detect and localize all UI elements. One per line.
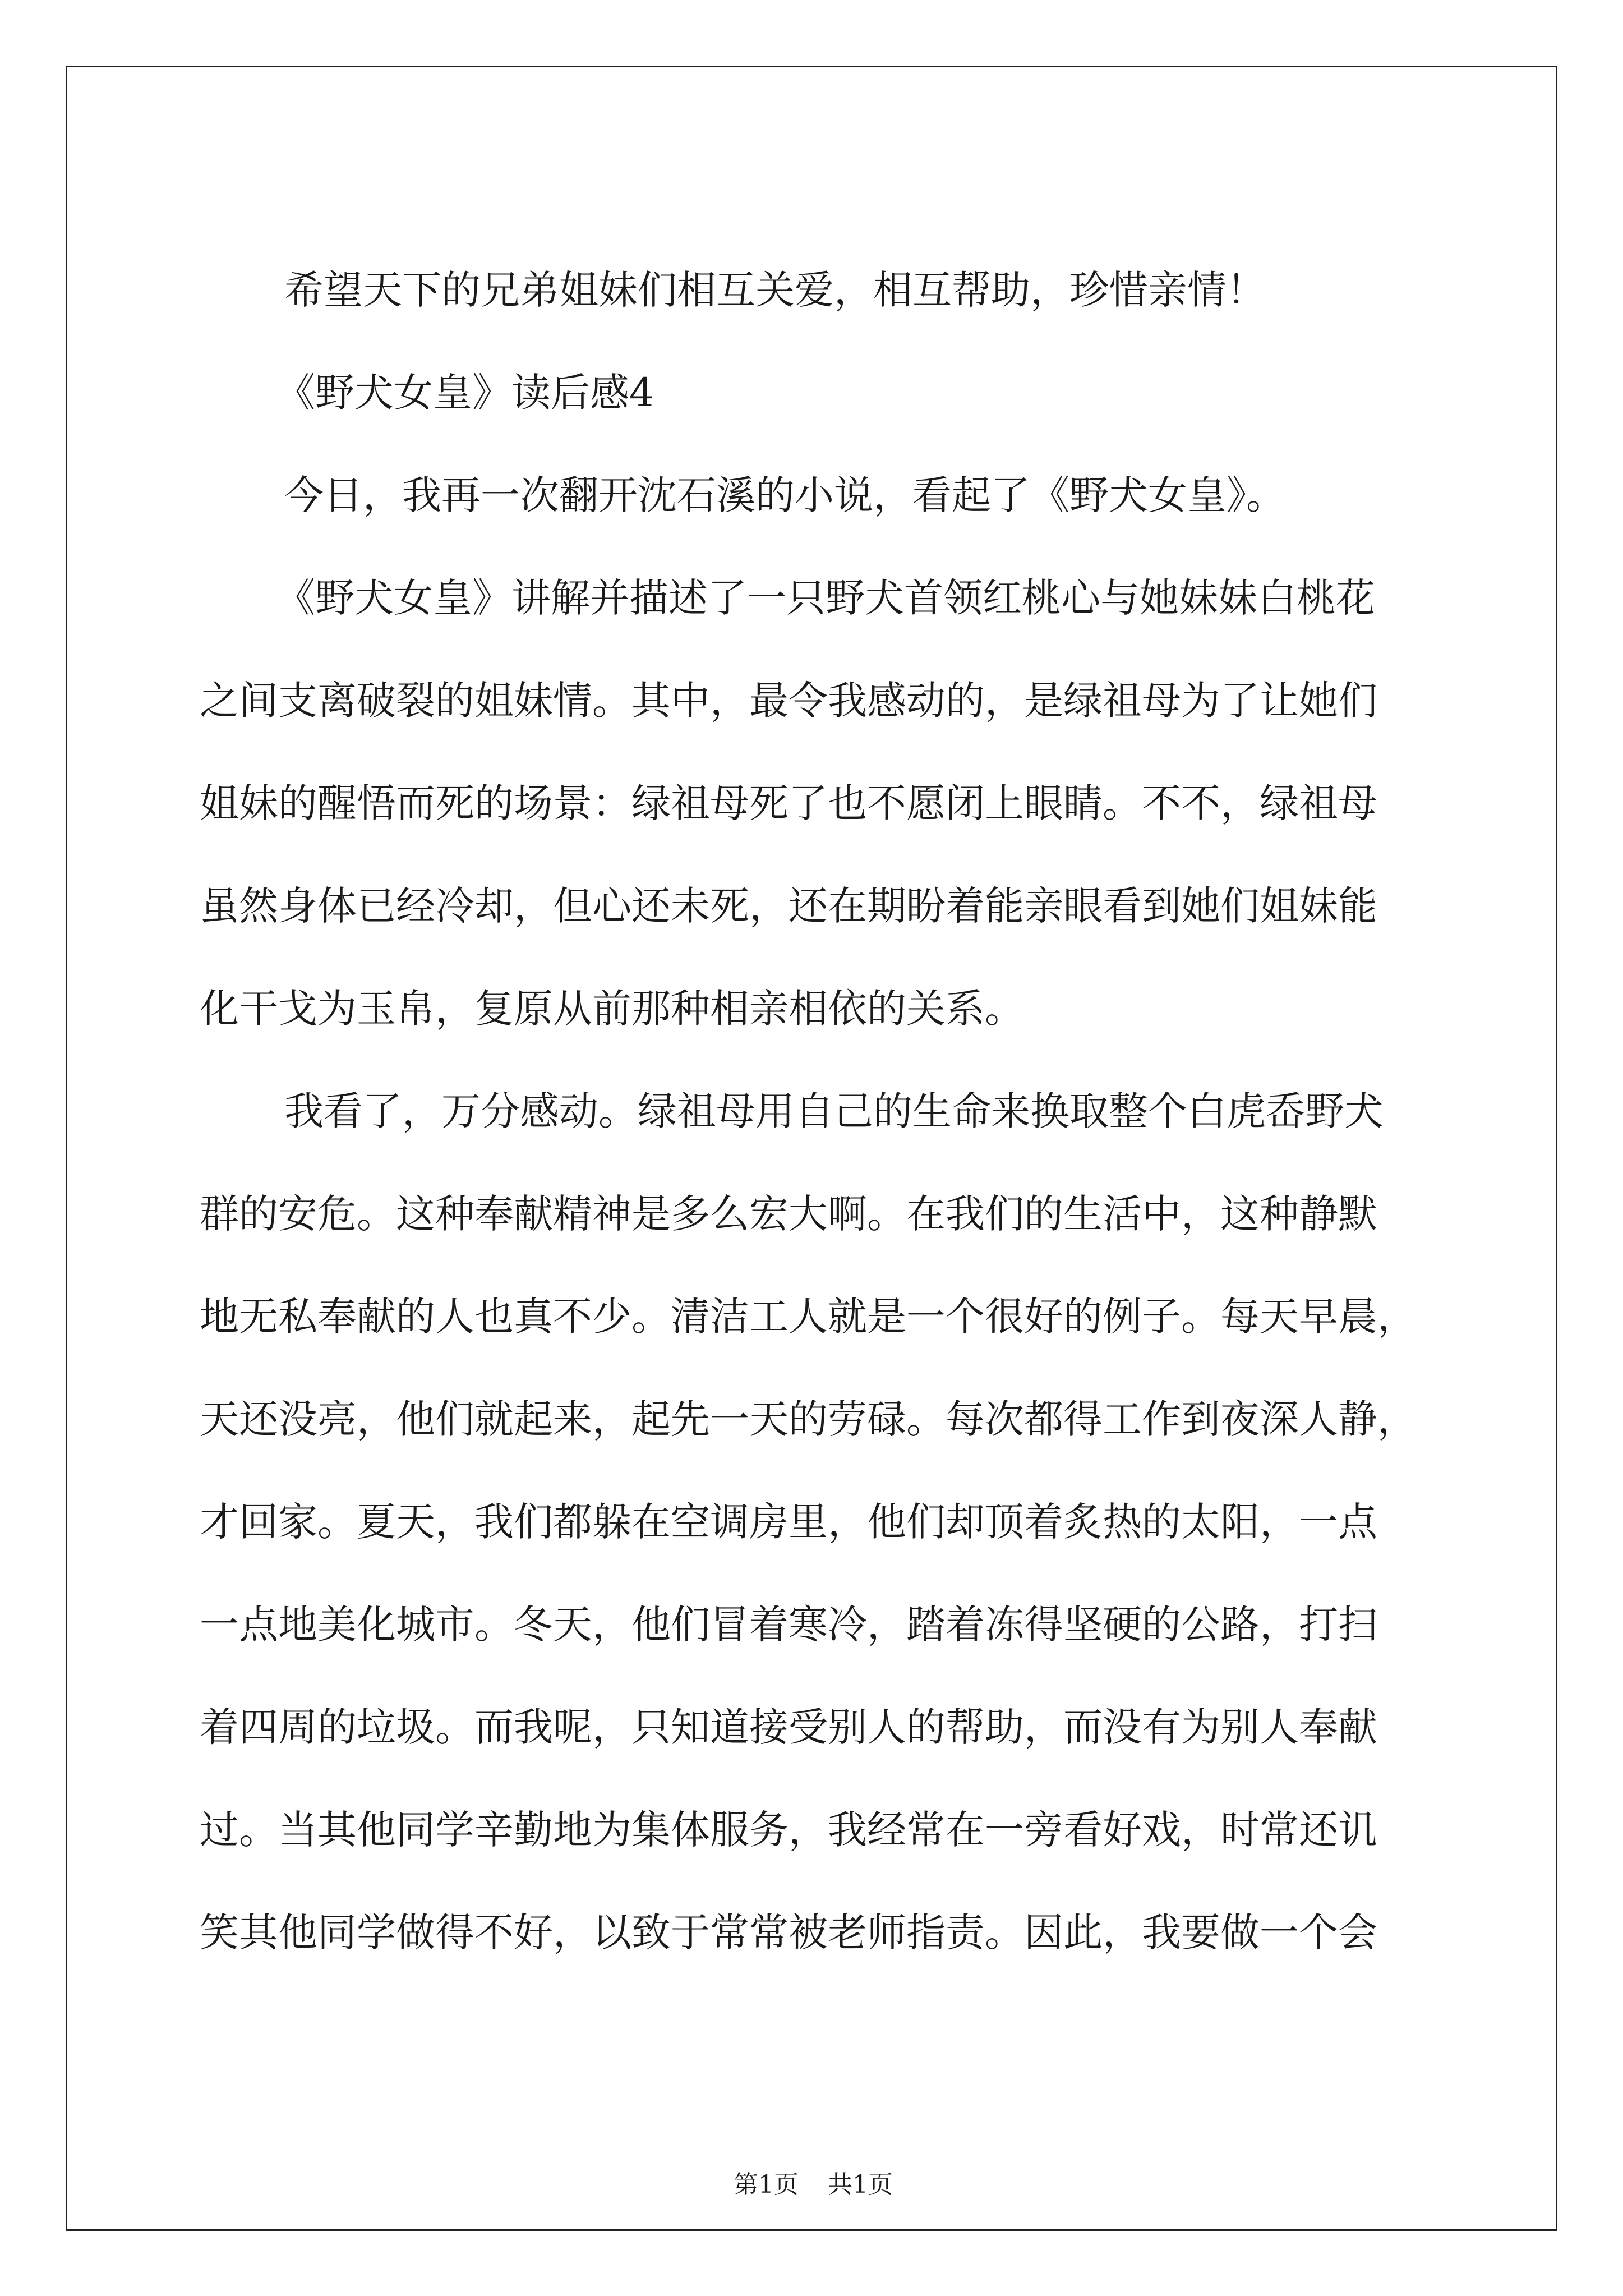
- text-line: 群的安危。这种奉献精神是多么宏大啊。在我们的生活中，这种静默: [200, 1191, 1377, 1237]
- text-line: 着四周的垃圾。而我呢，只知道接受别人的帮助，而没有为别人奉献: [200, 1704, 1377, 1750]
- text-line: 笑其他同学做得不好，以致于常常被老师指责。因此，我要做一个会: [200, 1910, 1377, 1955]
- text-line: 一点地美化城市。冬天，他们冒着寒冷，踏着冻得坚硬的公路，打扫: [200, 1602, 1377, 1648]
- text-line: 天还没亮，他们就起来，起先一天的劳碌。每次都得工作到夜深人静，: [200, 1396, 1417, 1442]
- page-footer: [67, 2168, 1559, 2202]
- text-line: 姐妹的醒悟而死的场景：绿祖母死了也不愿闭上眼睛。不不，绿祖母: [200, 780, 1377, 826]
- text-line: 之间支离破裂的姐妹情。其中，最令我感动的，是绿祖母为了让她们: [200, 678, 1377, 724]
- text-line: 希望天下的兄弟姐妹们相互关爱，相互帮助，珍惜亲情！: [284, 267, 1266, 313]
- page-frame: [66, 66, 1557, 2231]
- text-line: 地无私奉献的人也真不少。清洁工人就是一个很好的例子。每天早晨，: [200, 1294, 1417, 1340]
- text-line: 虽然身体已经冷却，但心还未死，还在期盼着能亲眼看到她们姐妹能: [200, 883, 1377, 929]
- text-line: 今日，我再一次翻开沈石溪的小说，看起了《野犬女皇》。: [284, 472, 1285, 518]
- section-heading: 《野犬女皇》读后感4: [276, 370, 654, 416]
- page-number: 第1页: [734, 2170, 799, 2199]
- text-line: 化干戈为玉帛，复原从前那种相亲相依的关系。: [200, 986, 1024, 1032]
- page-total: 共1页: [828, 2170, 893, 2199]
- text-line: 我看了，万分感动。绿祖母用自己的生命来换取整个白虎岙野犬: [284, 1088, 1384, 1134]
- text-line: 《野犬女皇》讲解并描述了一只野犬首领红桃心与她妹妹白桃花: [276, 575, 1375, 621]
- text-line: 才回家。夏天，我们都躲在空调房里，他们却顶着炙热的太阳，一点: [200, 1499, 1377, 1545]
- text-line: 过。当其他同学辛勤地为集体服务，我经常在一旁看好戏，时常还讥: [200, 1807, 1377, 1853]
